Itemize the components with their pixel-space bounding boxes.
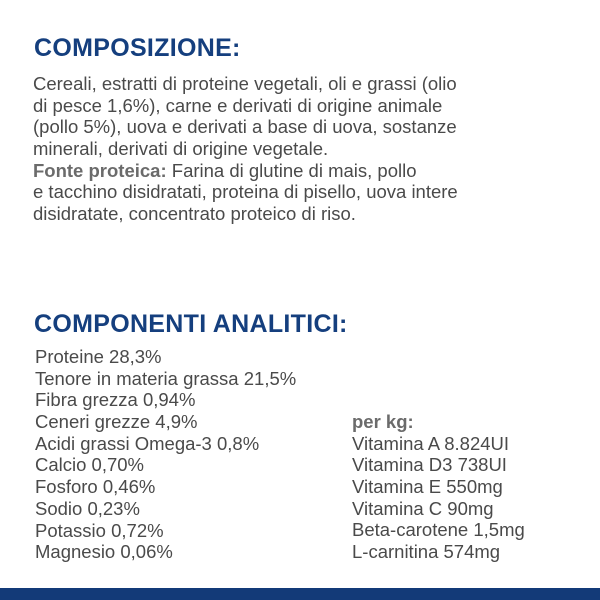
- composition-heading: COMPOSIZIONE:: [34, 34, 241, 62]
- analytic-item: Tenore in materia grassa 21,5%: [35, 367, 297, 389]
- analytic-item: Acidi grassi Omega-3 0,8%: [35, 432, 260, 454]
- per-kg-list: [352, 411, 525, 563]
- composition-line: (pollo 5%), uova e derivati a base di uova, sostanze: [33, 116, 457, 138]
- analytic-item: Calcio 0,70%: [35, 454, 145, 476]
- analytic-item: Fosforo 0,46%: [35, 476, 156, 498]
- protein-source-line: e tacchino disidratati, proteina di pisello, uova intere: [33, 181, 458, 203]
- composition-text: [33, 73, 458, 225]
- footer-bar: [0, 588, 600, 600]
- per-kg-item: L-carnitina 574mg: [352, 541, 501, 563]
- per-kg-item: Beta-carotene 1,5mg: [352, 519, 525, 541]
- protein-source-label: Fonte proteica:: [33, 159, 167, 181]
- analytics-list: [35, 346, 296, 563]
- analytics-heading: COMPONENTI ANALITICI:: [34, 310, 348, 338]
- per-kg-label: per kg:: [352, 411, 414, 432]
- analytic-item: Ceneri grezze 4,9%: [35, 411, 198, 433]
- protein-source-line: Farina di glutine di mais, pollo: [166, 159, 417, 181]
- per-kg-item: Vitamina E 550mg: [352, 476, 503, 498]
- analytic-item: Proteine 28,3%: [35, 346, 162, 367]
- per-kg-item: Vitamina C 90mg: [352, 497, 494, 519]
- per-kg-item: Vitamina A 8.824UI: [352, 432, 510, 454]
- analytic-item: Potassio 0,72%: [35, 519, 164, 541]
- analytic-item: Sodio 0,23%: [35, 497, 140, 519]
- analytic-item: Fibra grezza 0,94%: [35, 389, 196, 411]
- protein-source-line: disidratate, concentrato proteico di riso.: [33, 203, 356, 225]
- composition-line: minerali, derivati di origine vegetale.: [33, 138, 329, 160]
- composition-line: Cereali, estratti di proteine vegetali, oli e grassi (olio: [33, 73, 457, 94]
- analytic-item: Magnesio 0,06%: [35, 541, 173, 563]
- composition-line: di pesce 1,6%), carne e derivati di origine animale: [33, 94, 443, 116]
- per-kg-item: Vitamina D3 738UI: [352, 454, 507, 476]
